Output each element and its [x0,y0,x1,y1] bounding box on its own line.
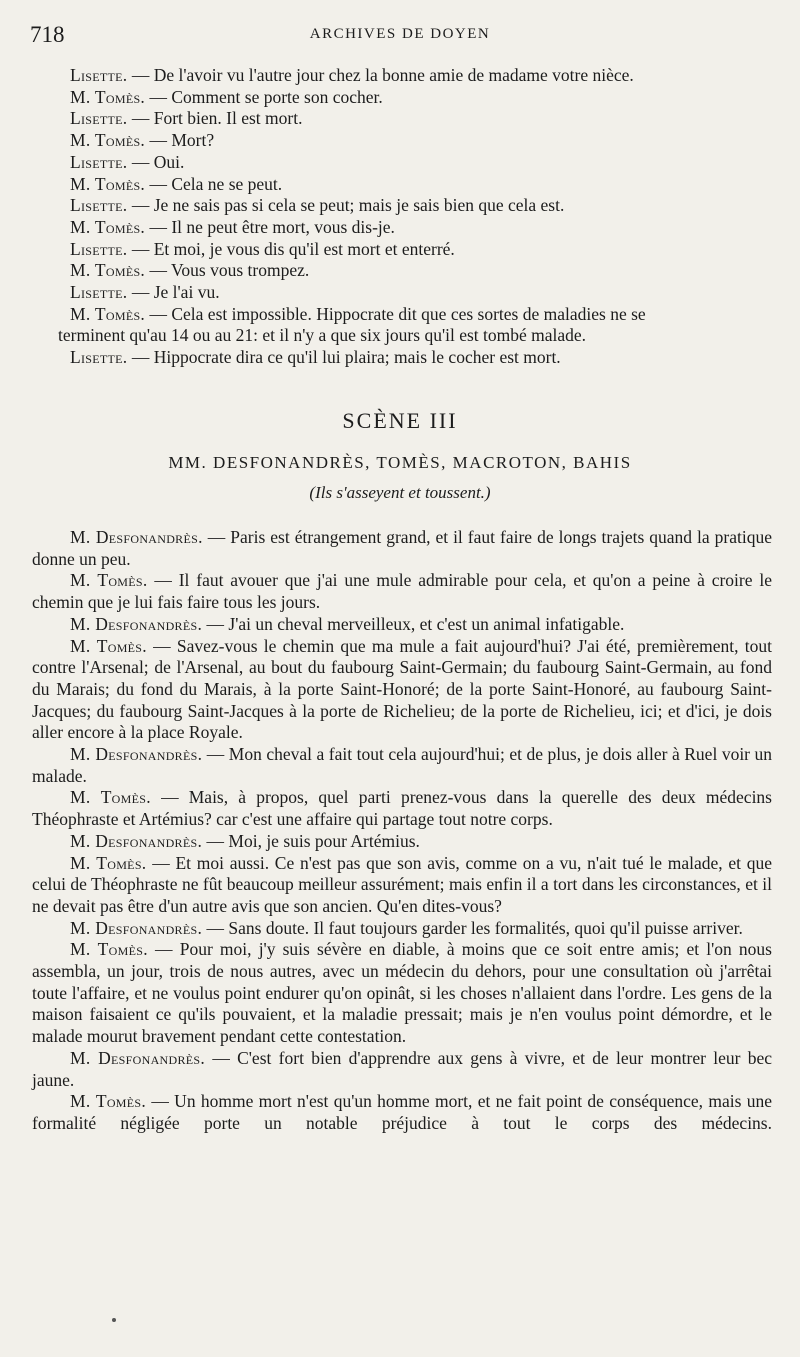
dialogue-paragraph [32,636,772,745]
speaker-name: M. Desfonandrès. [70,917,203,938]
speaker-name: Lisette. [70,108,128,129]
speaker-name: M. Tomès. [70,86,146,107]
cast-list: MM. DESFONANDRÈS, TOMÈS, MACROTON, BAHIS [168,453,632,472]
dialogue-line [70,304,770,326]
speaker-name: M. Desfonandrès. [70,527,203,547]
speech-text: — Paris est étrangement grand, et il faut faire de longs trajets quand la pratique donne un peu. [32,527,773,569]
speaker-name: M. Tomès. [70,635,147,656]
speaker-name: M. Desfonandrès. [70,613,203,634]
dialogue-paragraph [32,744,772,787]
speaker-name: Lisette. [70,282,128,303]
speaker-name: Lisette. [70,65,128,85]
speech-text: — Moi, je suis pour Artémius. [202,830,420,851]
speech-text: — Il faut avouer que j'ai une mule admirable pour cela, et qu'on a peine à croire le chemin que je lui fais faire tous les jours. [32,570,772,613]
dialogue-line [70,260,770,282]
dialogue-line [70,174,770,196]
speech-text: — J'ai un cheval merveilleux, et c'est un animal infatigable. [202,613,625,634]
dialogue-line [70,347,770,369]
speech-text: — Et moi, je vous dis qu'il est mort et enterré. [127,238,455,259]
speaker-name: Lisette. [70,151,128,172]
dialogue-line [70,87,770,109]
speaker-name: M. Tomès. [70,852,147,873]
speaker-name: M. Tomès. [70,570,148,591]
speech-text: — Comment se porte son cocher. [145,86,383,107]
speaker-name: M. Tomès. [70,939,148,960]
speech-text: — Pour moi, j'y suis sévère en diable, à moins que ce soit entre amis; et l'on nous assembla, un jour, trois de nous autres, avec un médecin du dehors, pour une consultation où j'arrêtai toute l'affaire, et ne voulus point endurer qu'on opinât, si les choses n'allaient dans l'ordre. Les gens de la maison faisaient ce qu'ils pouvaient, et la maladie pressait; mais je n'en voulus point démordre, et le malade mourut bravement pendant cette contestation. [32,939,772,1047]
speech-text: — Fort bien. Il est mort. [127,108,303,129]
speech-text: — Un homme mort n'est qu'un homme mort, et ne fait point de conséquence, mais une formalité négligée porte un notable préjudice à tout le corps des médecins. [32,1091,772,1133]
speech-text: — Mais, à propos, quel parti prenez-vous dans la querelle des deux médecins Théophraste et Artémius? car c'est une affaire qui partage tout notre corps. [32,787,772,830]
scene-heading: SCÈNE III [342,408,458,433]
speaker-name: Lisette. [70,195,128,216]
speaker-name: M. Desfonandrès. [70,830,203,851]
dialogue-line [70,130,770,152]
speech-text: — Savez-vous le chemin que ma mule a fait aujourd'hui? J'ai été, premièrement, tout contre l'Arsenal; de l'Arsenal, au bout du faubourg Saint-Germain; du faubourg Saint-Germain, au fond du Marais; du fond du Marais, à la porte Saint-Honoré; de la porte Saint-Honoré, au faubourg Saint-Jacques; du faubourg Saint-Jacques à la porte de Richelieu; de la porte de Richelieu, ici; et d'ici, je dois aller encore à la place Royale. [32,635,772,743]
dialogue-paragraph [32,614,772,636]
speaker-name: M. Tomès. [70,260,146,281]
dialogue-paragraph [32,1091,772,1134]
speech-text: — Je ne sais pas si cela se peut; mais je sais bien que cela est. [127,195,565,216]
dialogue-paragraph [32,853,772,918]
dialogue-line [70,108,770,130]
dialogue-paragraph [32,831,772,853]
dialogue-line [70,195,770,217]
dialogue-paragraph [32,939,772,1048]
running-title: ARCHIVES DE DOYEN [309,26,491,42]
speech-text: — Sans doute. Il faut toujours garder les formalités, quoi qu'il puisse arriver. [202,917,743,938]
page-header [0,22,800,52]
ink-speck [112,1318,116,1322]
speech-text: — Cela est impossible. Hippocrate dit que ces sortes de maladies ne se [145,303,646,324]
speaker-name: M. Tomès. [70,303,146,324]
speaker-name: Lisette. [70,238,128,259]
page-number: 718 [30,22,65,47]
speech-text: — Vous vous trompez. [145,260,310,281]
dialogue-line [70,282,770,304]
speaker-name: M. Tomès. [70,173,146,194]
stage-direction: (Ils s'asseyent et toussent.) [309,483,491,502]
speaker-name: M. Tomès. [70,130,146,151]
speech-text: — Je l'ai vu. [127,282,220,303]
dialogue-block-scene-2 [58,65,770,369]
speech-text: — Il ne peut être mort, vous dis-je. [145,216,395,237]
speaker-name: M. Tomès. [70,1091,147,1112]
dialogue-paragraph [32,1048,772,1091]
dialogue-paragraph [32,527,772,570]
speech-text: — Hippocrate dira ce qu'il lui plaira; mais le cocher est mort. [127,347,561,368]
speech-text: — Cela ne se peut. [145,173,283,194]
dialogue-line [70,239,770,261]
speech-text: — Et moi aussi. Ce n'est pas que son avis, comme on a vu, n'ait tué le malade, et que celui de Théophraste ne fût beaucoup meilleur assurément; mais enfin il a tort dans les circonstances, et il ne devait pas être d'un autre avis que son ancien. Qu'en dites-vous? [32,852,772,916]
dialogue-block-scene-3 [32,527,772,1135]
dialogue-paragraph [32,918,772,940]
speech-text: — Oui. [127,151,185,172]
dialogue-line [70,65,770,87]
speaker-name: Lisette. [70,347,128,368]
dialogue-paragraph [32,787,772,830]
speech-text: terminent qu'au 14 ou au 21: et il n'y a que six jours qu'il est tombé malade. [58,325,587,346]
speech-text: — Mort? [145,130,215,151]
speech-text: — Mon cheval a fait tout cela aujourd'hui; et de plus, je dois aller à Ruel voir un malade. [32,744,773,786]
speaker-name: M. Tomès. [70,787,151,808]
speaker-name: M. Tomès. [70,216,146,237]
dialogue-line [58,325,770,347]
dialogue-paragraph [32,570,772,613]
speech-text: — C'est fort bien d'apprendre aux gens à vivre, et de leur montrer leur bec jaune. [32,1047,772,1090]
dialogue-line [70,152,770,174]
speech-text: — De l'avoir vu l'autre jour chez la bonne amie de madame votre nièce. [127,65,634,85]
speaker-name: M. Desfonandrès. [70,1047,206,1068]
speaker-name: M. Desfonandrès. [70,744,203,765]
dialogue-line [70,217,770,239]
